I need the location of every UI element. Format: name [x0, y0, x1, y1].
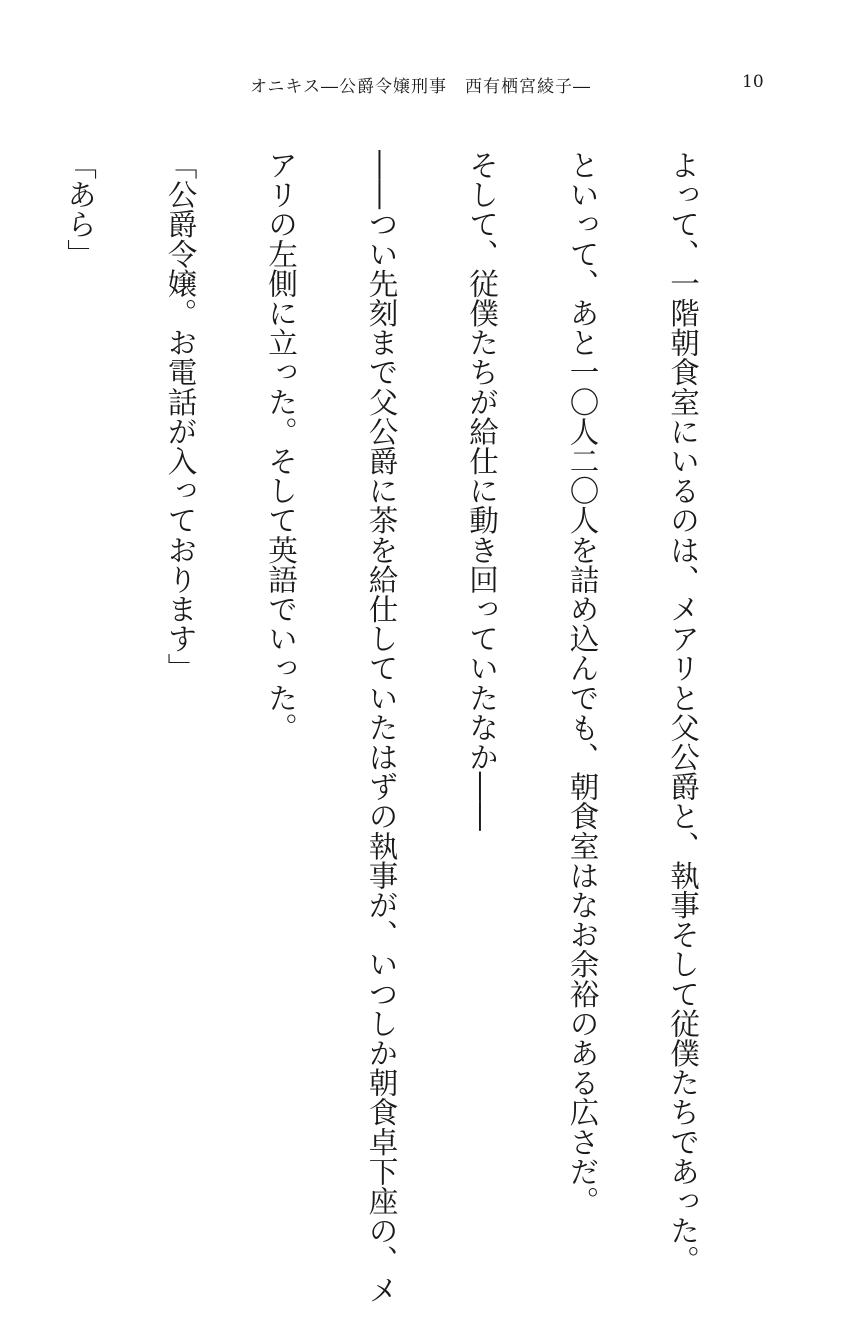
text-line: そして、従僕たちが給仕に動き回っていたなか―― [465, 150, 499, 831]
body-text [0, 150, 766, 1305]
text-line: 「あら」 [63, 150, 97, 269]
text-line: ――つい先刻まで父公爵に茶を給仕していたはずの執事が、いつしか朝食卓下座の、メ [364, 150, 399, 1305]
text-line: 「公爵令嬢。お電話が入っております」 [163, 150, 198, 683]
text-line: アリの左側に立った。そして英語でいった。 [264, 150, 298, 742]
page-number: 10 [742, 72, 764, 92]
text-line: よって、一階朝食室にいるのは、メアリと父公爵と、執事そして従僕たちであった。 [666, 150, 700, 1275]
running-header-title: オニキス―公爵令嬢刑事 西有栖宮綾子― [250, 77, 591, 97]
text-line: といって、あと一〇人二〇人を詰め込んでも、朝食室はなお余裕のある広さだ。 [565, 150, 600, 1216]
